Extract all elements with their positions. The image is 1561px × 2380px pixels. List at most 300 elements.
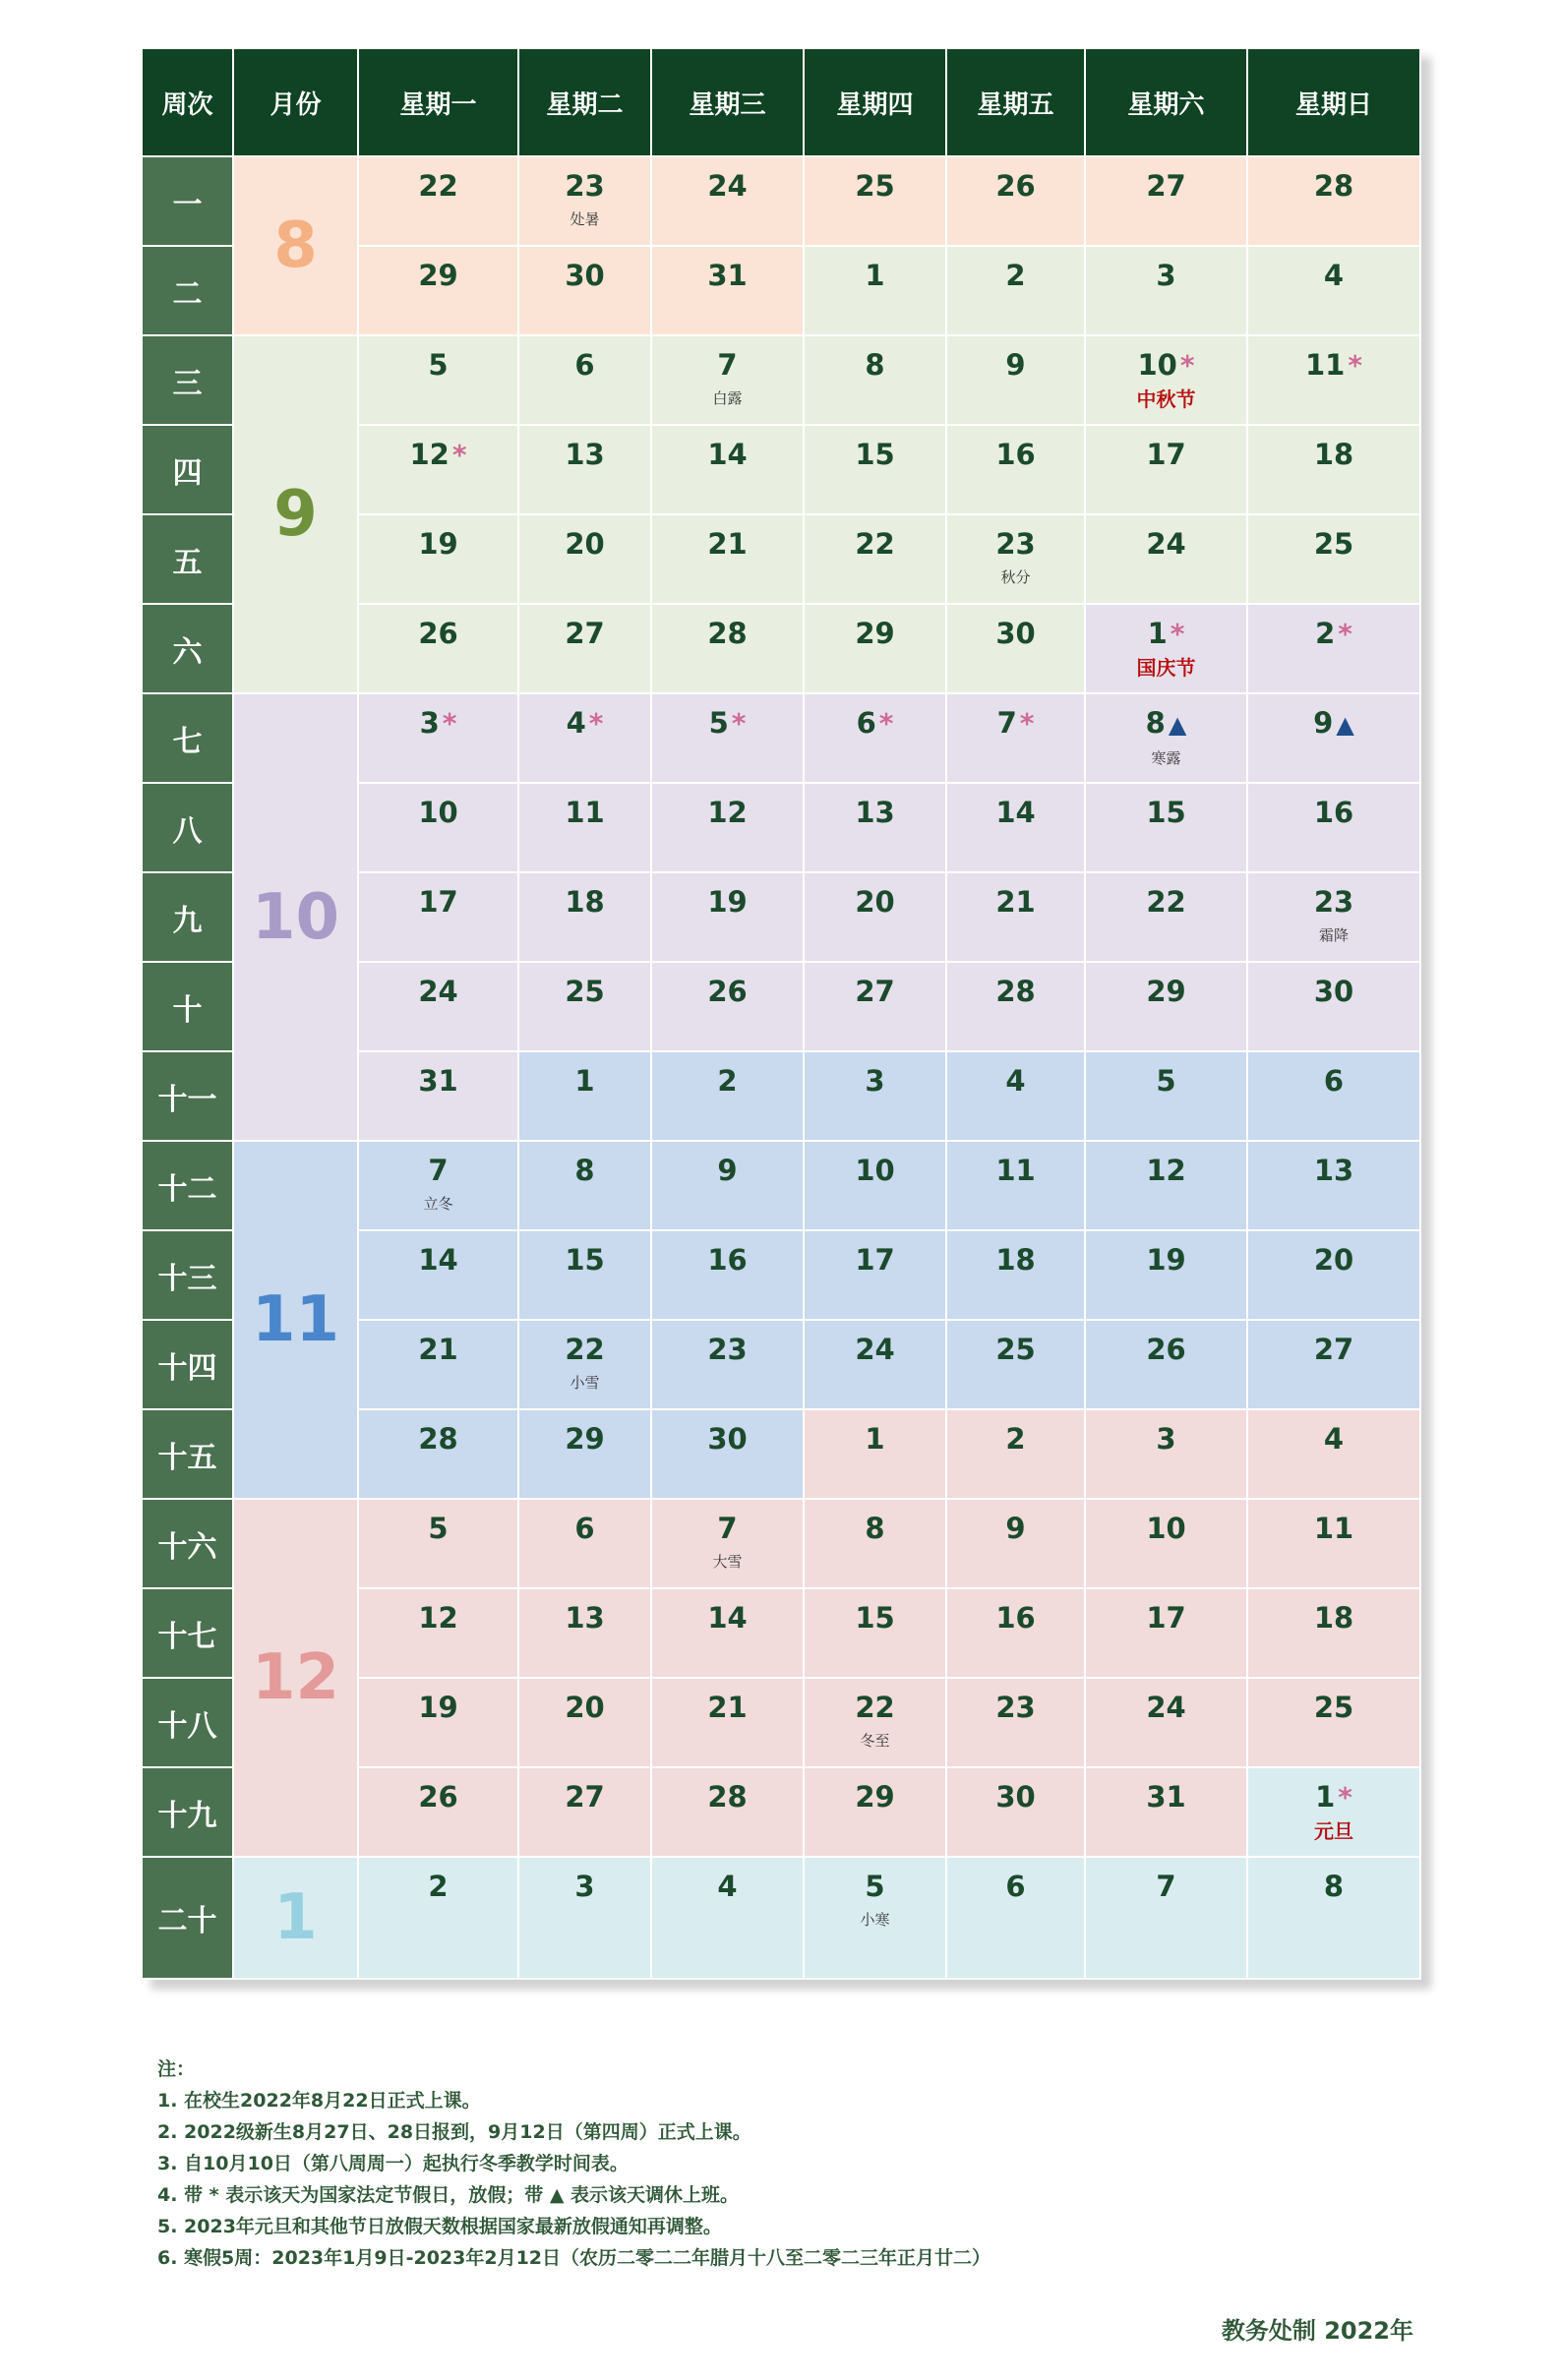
day-cell (1085, 514, 1247, 604)
day-number (947, 1064, 1084, 1098)
day-number (947, 527, 1084, 561)
header-friday: 星期五 (946, 48, 1085, 156)
day-number-text: 17 (1146, 438, 1186, 471)
day-number (805, 1154, 945, 1187)
day-number (947, 1601, 1084, 1635)
day-cell (1085, 1767, 1247, 1857)
day-cell (1247, 872, 1420, 962)
day-number-text: 6 (574, 1512, 595, 1545)
day-cell (946, 1141, 1085, 1230)
day-number-text: 15 (855, 438, 895, 471)
day-cell (946, 693, 1085, 783)
day-cell (358, 156, 518, 246)
day-number-text: 9 (1005, 348, 1026, 382)
day-cell (804, 1767, 946, 1857)
day-number-text: 20 (1313, 1243, 1354, 1277)
day-number (652, 1691, 803, 1724)
day-number (519, 1601, 650, 1635)
day-number (805, 259, 945, 292)
day-number-text: 18 (995, 1243, 1036, 1277)
holiday-star-icon: * (1338, 1781, 1352, 1814)
day-cell (518, 335, 651, 425)
day-cell (518, 962, 651, 1051)
day-number (805, 438, 945, 471)
day-number-text: 13 (565, 438, 605, 471)
day-cell (358, 962, 518, 1051)
holiday-star-icon: * (1170, 618, 1185, 650)
day-number (359, 1064, 517, 1098)
day-cell (358, 1409, 518, 1499)
day-number (947, 1422, 1084, 1456)
day-number-text: 23 (1313, 885, 1354, 919)
day-number-text: 19 (418, 527, 458, 561)
day-number (947, 1780, 1084, 1814)
day-number (519, 1243, 650, 1277)
day-number (359, 796, 517, 829)
day-number-text: 19 (1146, 1243, 1186, 1277)
day-number-text: 15 (855, 1601, 895, 1635)
day-cell (1085, 1499, 1247, 1588)
day-number-text: 29 (1146, 975, 1186, 1008)
day-number-text: 29 (855, 1780, 895, 1814)
day-cell (651, 425, 804, 514)
day-number-text: 27 (1313, 1333, 1354, 1366)
week-number-cell: 十二 (142, 1141, 233, 1230)
day-number-text: 25 (995, 1333, 1036, 1366)
solar-term-label: 秋分 (1000, 568, 1031, 586)
day-number (805, 975, 945, 1008)
day-number (359, 527, 517, 561)
day-number-text: 27 (565, 617, 605, 650)
day-number-text: 27 (855, 975, 895, 1008)
week-number-cell: 十六 (142, 1499, 233, 1588)
day-number (1248, 1870, 1419, 1903)
day-number-text: 28 (418, 1422, 458, 1456)
day-number-text: 23 (707, 1333, 748, 1366)
header-monday: 星期一 (358, 48, 518, 156)
day-cell (651, 156, 804, 246)
header-tuesday: 星期二 (518, 48, 651, 156)
week-number-cell: 十四 (142, 1320, 233, 1409)
note-5: 5. 2023年元旦和其他节日放假天数根据国家最新放假通知再调整。 (157, 2216, 722, 2237)
day-number-text: 7 (428, 1154, 449, 1187)
day-number (652, 1422, 803, 1456)
day-cell (1247, 1678, 1420, 1767)
day-number-text: 2 (1005, 259, 1026, 292)
day-number (1086, 527, 1246, 561)
day-number-text: 6 (856, 706, 876, 740)
day-cell (1247, 1588, 1420, 1678)
day-number-text: 3 (419, 706, 440, 740)
day-cell (651, 1051, 804, 1141)
day-cell (518, 156, 651, 246)
day-number (805, 796, 945, 829)
day-cell (946, 1678, 1085, 1767)
day-number-text: 26 (1146, 1333, 1186, 1366)
day-number-text: 25 (1313, 1691, 1354, 1724)
day-cell (946, 425, 1085, 514)
day-number (519, 348, 650, 382)
solar-term-label: 冬至 (860, 1732, 890, 1750)
day-cell (651, 872, 804, 962)
day-cell (651, 1588, 804, 1678)
day-number (359, 1780, 517, 1814)
day-number-text: 23 (565, 169, 605, 203)
day-number-text: 9 (717, 1154, 738, 1187)
day-number (947, 1243, 1084, 1277)
day-number-text: 8 (865, 348, 885, 382)
day-cell (946, 1051, 1085, 1141)
day-number-text: 12 (409, 438, 450, 471)
day-number (1086, 1870, 1246, 1903)
day-number (359, 1601, 517, 1635)
day-number-text: 8 (865, 1512, 885, 1545)
day-cell (358, 783, 518, 872)
day-number-text: 14 (995, 796, 1036, 829)
week-number-cell: 六 (142, 604, 233, 693)
day-number (652, 1333, 803, 1366)
day-cell (518, 1678, 651, 1767)
note-3: 3. 自10月10日（第八周周一）起执行冬季教学时间表。 (157, 2153, 629, 2174)
day-number (1248, 1780, 1419, 1815)
month-label-cell: 1 (233, 1857, 358, 1979)
day-number-text: 22 (418, 169, 458, 203)
day-number-text: 4 (1323, 1422, 1345, 1456)
day-cell (804, 335, 946, 425)
day-number (652, 1601, 803, 1635)
day-number-text: 11 (1313, 1512, 1354, 1545)
day-number-text: 16 (707, 1243, 748, 1277)
day-cell (518, 246, 651, 335)
day-cell (946, 1409, 1085, 1499)
day-number-text: 16 (995, 438, 1036, 471)
day-cell (518, 1767, 651, 1857)
day-number (805, 706, 945, 741)
day-number-text: 27 (1146, 169, 1186, 203)
day-number-text: 22 (1146, 885, 1186, 919)
month-label-cell: 12 (233, 1499, 358, 1857)
day-number-text: 12 (1146, 1154, 1186, 1187)
day-cell (358, 1588, 518, 1678)
week-number-cell: 十九 (142, 1767, 233, 1857)
week-row (142, 156, 1420, 246)
day-number (947, 438, 1084, 471)
day-cell (804, 962, 946, 1051)
week-number-cell: 五 (142, 514, 233, 604)
day-number (652, 1512, 803, 1545)
day-cell (1085, 425, 1247, 514)
day-cell (358, 1678, 518, 1767)
day-number-text: 1 (865, 1422, 885, 1456)
day-number-text: 17 (418, 885, 458, 919)
day-cell (358, 604, 518, 693)
header-sunday: 星期日 (1247, 48, 1420, 156)
day-number (519, 1154, 650, 1187)
day-cell (946, 1230, 1085, 1320)
solar-term-label: 小寒 (860, 1911, 890, 1929)
day-cell (651, 604, 804, 693)
day-number (359, 706, 517, 741)
day-number-text: 17 (855, 1243, 895, 1277)
day-number-text: 22 (565, 1333, 605, 1366)
day-number (1248, 617, 1419, 651)
day-number (359, 617, 517, 650)
day-cell (804, 693, 946, 783)
day-number (947, 1333, 1084, 1366)
day-number-text: 31 (418, 1064, 458, 1098)
note-4: 4. 带 * 表示该天为国家法定节假日，放假；带 ▲ 表示该天调休上班。 (157, 2184, 740, 2206)
week-row (142, 693, 1420, 783)
day-number (805, 1601, 945, 1635)
day-number-text: 3 (1156, 1422, 1176, 1456)
day-number (805, 1243, 945, 1277)
day-cell (358, 425, 518, 514)
header-month-col: 月份 (233, 48, 358, 156)
day-number-text: 2 (1005, 1422, 1026, 1456)
day-number (359, 1512, 517, 1545)
day-cell (651, 693, 804, 783)
day-cell (1247, 962, 1420, 1051)
day-cell (1085, 1409, 1247, 1499)
solar-term-label: 白露 (712, 389, 743, 407)
day-number (805, 527, 945, 561)
week-number-cell: 七 (142, 693, 233, 783)
header-wednesday: 星期三 (651, 48, 804, 156)
day-cell (358, 872, 518, 962)
day-cell (946, 1499, 1085, 1588)
week-number-cell: 十八 (142, 1678, 233, 1767)
day-cell (804, 1588, 946, 1678)
day-number (359, 438, 517, 472)
day-cell (518, 872, 651, 962)
day-number-text: 5 (865, 1870, 885, 1903)
day-cell (1085, 1678, 1247, 1767)
day-cell (651, 514, 804, 604)
day-number-text: 22 (855, 1691, 895, 1724)
day-number (519, 1870, 650, 1903)
notes-section (157, 2053, 1338, 2274)
day-number (1086, 1064, 1246, 1098)
holiday-star-icon: * (588, 707, 604, 740)
day-number-text: 21 (707, 1691, 748, 1724)
day-number-text: 24 (1146, 527, 1186, 561)
day-number (519, 796, 650, 829)
day-number-text: 13 (855, 796, 895, 829)
day-cell (1247, 1499, 1420, 1588)
day-number (519, 169, 650, 203)
day-cell (651, 1499, 804, 1588)
day-number (359, 885, 517, 919)
day-number-text: 31 (707, 259, 748, 292)
day-cell (946, 1588, 1085, 1678)
day-number-text: 7 (717, 348, 738, 382)
day-number-text: 19 (707, 885, 748, 919)
day-cell (651, 962, 804, 1051)
solar-term-label: 霜降 (1318, 926, 1349, 944)
day-number (359, 1691, 517, 1724)
day-number-text: 22 (855, 527, 895, 561)
day-cell (518, 425, 651, 514)
day-number (359, 975, 517, 1008)
day-number (519, 527, 650, 561)
calendar-body (142, 156, 1420, 1979)
day-number (947, 259, 1084, 292)
day-number (947, 975, 1084, 1008)
day-number (1086, 348, 1246, 383)
note-2: 2. 2022级新生8月27日、28日报到，9月12日（第四周）正式上课。 (157, 2121, 751, 2143)
day-number (805, 617, 945, 650)
day-number (519, 259, 650, 292)
day-cell (1247, 425, 1420, 514)
day-number (947, 1691, 1084, 1724)
day-number-text: 5 (1156, 1064, 1176, 1098)
day-cell (358, 1141, 518, 1230)
day-number (1248, 1333, 1419, 1366)
day-number (1086, 1780, 1246, 1814)
day-cell (1247, 246, 1420, 335)
day-number-text: 3 (574, 1870, 595, 1903)
day-number-text: 29 (855, 617, 895, 650)
day-cell (804, 156, 946, 246)
day-number (1086, 885, 1246, 919)
day-number-text: 6 (1323, 1064, 1345, 1098)
day-number-text: 28 (707, 1780, 748, 1814)
day-number-text: 30 (995, 617, 1036, 650)
day-number (359, 348, 517, 382)
day-number (1086, 169, 1246, 203)
workday-triangle-icon: ▲ (1168, 711, 1187, 739)
week-number-cell: 二十 (142, 1857, 233, 1979)
day-cell (1085, 1141, 1247, 1230)
day-cell (358, 1230, 518, 1320)
day-cell (651, 1230, 804, 1320)
day-number-text: 7 (717, 1512, 738, 1545)
day-number-text: 23 (995, 1691, 1036, 1724)
day-cell (358, 1320, 518, 1409)
day-cell (518, 514, 651, 604)
day-number (1086, 438, 1246, 471)
solar-term-label: 大雪 (712, 1553, 743, 1571)
day-number-text: 2 (1315, 617, 1336, 650)
note-1: 1. 在校生2022年8月22日正式上课。 (157, 2090, 481, 2112)
header-row (142, 48, 1420, 156)
day-number-text: 16 (1313, 796, 1354, 829)
day-number (519, 706, 650, 741)
day-cell (1247, 1409, 1420, 1499)
day-cell (804, 1141, 946, 1230)
header-week-col: 周次 (142, 48, 233, 156)
day-number (1086, 975, 1246, 1008)
day-number-text: 29 (565, 1422, 605, 1456)
day-number (519, 1333, 650, 1366)
day-cell (1085, 1857, 1247, 1979)
day-cell (651, 783, 804, 872)
day-number-text: 20 (565, 1691, 605, 1724)
holiday-star-icon: * (1348, 349, 1362, 382)
day-cell (946, 1857, 1085, 1979)
day-cell (518, 1230, 651, 1320)
day-number-text: 2 (717, 1064, 738, 1098)
day-number-text: 7 (996, 706, 1017, 740)
day-cell (1247, 335, 1420, 425)
day-cell (651, 1141, 804, 1230)
week-number-cell: 三 (142, 335, 233, 425)
day-number (805, 169, 945, 203)
holiday-star-icon: * (1338, 618, 1352, 650)
day-cell (1247, 156, 1420, 246)
day-cell (1247, 604, 1420, 693)
day-number (805, 1422, 945, 1456)
workday-triangle-icon: ▲ (1336, 711, 1354, 739)
week-row (142, 335, 1420, 425)
solar-term-label: 寒露 (1151, 749, 1181, 767)
day-cell (651, 246, 804, 335)
day-cell (651, 1320, 804, 1409)
day-number (652, 438, 803, 471)
day-number-text: 14 (418, 1243, 458, 1277)
day-number (652, 1780, 803, 1814)
day-number (359, 1870, 517, 1903)
day-number-text: 24 (1146, 1691, 1186, 1724)
day-cell (804, 246, 946, 335)
holiday-label: 中秋节 (1136, 387, 1196, 411)
day-cell (518, 1051, 651, 1141)
day-cell (1085, 246, 1247, 335)
day-cell (1247, 1320, 1420, 1409)
day-number-text: 18 (565, 885, 605, 919)
day-number (1248, 438, 1419, 471)
day-cell (358, 514, 518, 604)
day-cell (1247, 1857, 1420, 1979)
day-number (519, 1691, 650, 1724)
week-row (142, 1141, 1420, 1230)
day-number (947, 348, 1084, 382)
day-number-text: 26 (995, 169, 1036, 203)
day-number (652, 1870, 803, 1903)
day-cell (358, 335, 518, 425)
day-number-text: 8 (1323, 1870, 1345, 1903)
day-number (652, 259, 803, 292)
day-cell (1085, 872, 1247, 962)
day-cell (358, 1857, 518, 1979)
day-number-text: 31 (1146, 1780, 1186, 1814)
day-cell (1247, 1141, 1420, 1230)
day-number (1086, 1691, 1246, 1724)
day-cell (804, 1499, 946, 1588)
day-number-text: 9 (1005, 1512, 1026, 1545)
day-cell (518, 1588, 651, 1678)
day-number (1248, 706, 1419, 742)
day-number (652, 885, 803, 919)
month-label-cell: 9 (233, 335, 358, 693)
day-cell (1085, 156, 1247, 246)
day-cell (804, 783, 946, 872)
day-number (947, 1154, 1084, 1187)
holiday-star-icon: * (1019, 707, 1035, 740)
day-cell (651, 1857, 804, 1979)
day-cell (358, 693, 518, 783)
day-number (652, 796, 803, 829)
week-number-cell: 十一 (142, 1051, 233, 1141)
day-number (1086, 796, 1246, 829)
day-number-text: 20 (855, 885, 895, 919)
day-number-text: 30 (707, 1422, 748, 1456)
day-number (519, 617, 650, 650)
day-cell (804, 1409, 946, 1499)
day-number-text: 11 (565, 796, 605, 829)
day-cell (946, 783, 1085, 872)
day-number (519, 975, 650, 1008)
